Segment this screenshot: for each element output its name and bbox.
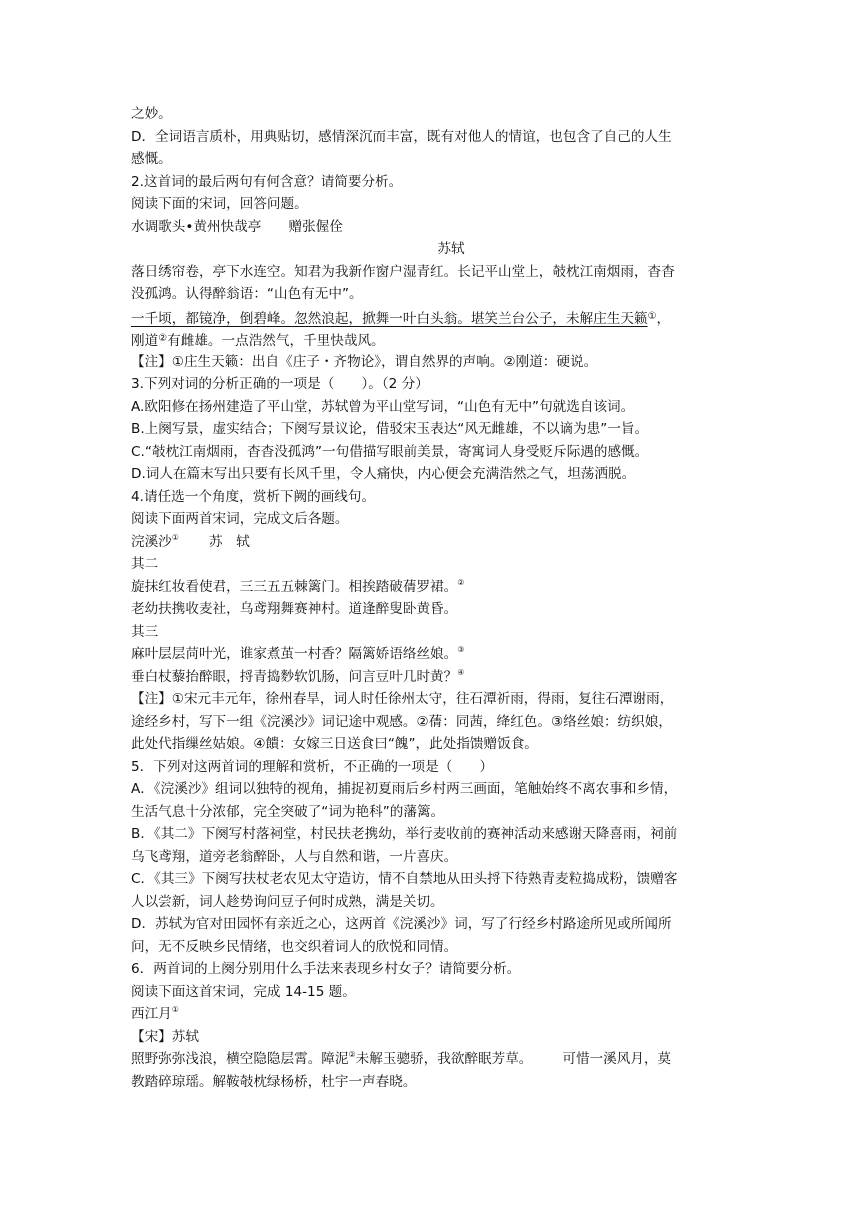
question-3: 3.下列对词的分析正确的一项是（ ）。（2 分） xyxy=(131,376,429,392)
poem-title-text: 浣溪沙 xyxy=(131,533,172,550)
poem-text: 可惜一溪风月，莫 xyxy=(562,1051,672,1067)
footnote-mark: ① xyxy=(647,310,657,322)
text-line: 生活气息十分浓郁，完全突破了“词为艳科”的藩篱。 xyxy=(131,803,445,820)
footnote-mark: ② xyxy=(158,333,168,344)
poem-title xyxy=(131,531,731,554)
text-line: 感慨。 xyxy=(131,151,172,167)
footnote-mark: ③ xyxy=(457,645,465,654)
poem-title: 水调歌头•黄州快哉亭 赠张偓佺 xyxy=(131,218,343,235)
poem-text: 刚道 xyxy=(131,333,159,349)
poem-author: 【宋】苏轼 xyxy=(131,1028,199,1045)
poem-text: 未解玉骢骄，我欲醉眠芳草。 xyxy=(355,1051,533,1067)
poem-line xyxy=(131,1048,731,1071)
underlined-verse: 一千顷，都镜净，倒碧峰。忽然浪起，掀舞一叶白头翁。 xyxy=(131,310,471,327)
instruction: 阅读下面两首宋词，完成文后各题。 xyxy=(131,511,349,527)
poem-subtitle: 其二 xyxy=(131,556,159,572)
poem-line: 教踏碎琼瑶。解鞍攲枕绿杨桥，杜宇一声春晓。 xyxy=(131,1073,417,1090)
annotation: 此处代指缫丝姑娘。④饋：女嫁三日送食曰“餽”，此处指馈赠饭食。 xyxy=(131,736,538,752)
question-2: 2.这首词的最后两句有何含意？请简要分析。 xyxy=(131,173,403,190)
instruction: 阅读下面这首宋词，完成 14-15 题。 xyxy=(131,983,356,1000)
poem-author: 苏 轼 xyxy=(208,533,250,550)
poem-text: 堪笑兰台公子，未解庄生天籁 xyxy=(470,310,648,327)
poem-text: 麻叶层层苘叶光，谁家煮茧一村香？隔篱娇语络丝娘。 xyxy=(131,646,458,662)
footnote-mark: ④ xyxy=(457,667,465,677)
poem-title xyxy=(131,1003,731,1026)
poem-text: 旋抹红妆看使君，三三五五棘篱门。相挨踏破蒨罗裙。 xyxy=(131,578,458,595)
footnote-mark: ① xyxy=(171,532,179,542)
option-c: C．《其三》下阕写扶杖老农见太守造访，情不自禁地从田头捋下待熟青麦粒捣成粉，馈赠客 xyxy=(131,871,678,887)
text-line: 人以尝新，词人趁势询问豆子何时成熟，满是关切。 xyxy=(131,893,444,910)
poem-line xyxy=(131,306,731,329)
option-a: A.欧阳修在扬州建造了平山堂，苏轼曾为平山堂写词，“山色有无中”句就选自该词。 xyxy=(131,398,635,415)
poem-line xyxy=(131,328,731,351)
text-line: 乌飞鸢翔，道旁老翁醉卧，人与自然和谐，一片喜庆。 xyxy=(131,848,458,865)
poem-text: 照野弥弥浅浪，横空隐隐层霄。障泥 xyxy=(131,1051,349,1067)
footnote-mark: ② xyxy=(457,577,465,587)
annotation: 【注】①宋元丰元年，徐州春旱，词人时任徐州太守，往石潭祈雨，得雨，复往石潭谢雨， xyxy=(131,691,674,707)
poem-author: 苏轼 xyxy=(437,241,465,257)
annotation: 【注】①庄生天籁：出自《庄子・齐物论》，谓自然界的声响。②刚道：硬说。 xyxy=(131,353,598,370)
option-c: C.“攲枕江南烟雨，杳杳没孤鸿”一句借描写眼前美景，寄寓词人身受贬斥际遇的感慨。 xyxy=(131,443,649,460)
poem-text: ， xyxy=(656,310,671,327)
option-b: B.上阕写景，虚实结合；下阕写景议论，借驳宋玉表达“风无雌雄，不以谪为患”一旨。 xyxy=(131,421,649,437)
poem-line: 没孤鸿。认得醉翁语：“山色有无中”。 xyxy=(131,286,363,302)
poem-line xyxy=(131,643,731,666)
poem-line xyxy=(131,576,731,599)
option-a: A．《浣溪沙》组词以独特的视角，捕捉初夏雨后乡村两三画面，笔触始终不离农事和乡情， xyxy=(131,781,678,797)
option-b: B．《其二》下阕写村落祠堂，村民扶老携幼，举行麦收前的赛神活动来感谢天降喜雨，祠前 xyxy=(131,826,678,842)
footnote-mark: ② xyxy=(348,1050,356,1059)
poem-line: 落日绣帘卷，亭下水连空。知君为我新作窗户湿青红。长记平山堂上，攲枕江南烟雨，杳杳 xyxy=(131,263,675,280)
question-5: 5．下列对这两首词的理解和赏析，不正确的一项是（ ） xyxy=(131,758,494,775)
document-body xyxy=(131,103,731,1093)
poem-text: 垂白杖藜抬醉眼，捋青捣麨软饥肠，问言豆叶几时黄？ xyxy=(131,668,458,685)
poem-subtitle: 其三 xyxy=(131,623,159,640)
question-4: 4.请任选一个角度，赏析下阙的画线句。 xyxy=(131,488,376,505)
option-d: D．全词语言质朴，用典贴切，感情深沉而丰富，既有对他人的情谊，也包含了自己的人生 xyxy=(131,128,672,145)
text-line: 之妙。 xyxy=(131,106,172,122)
text-line: 问，无不反映乡民情绪，也交织着词人的欣悦和同情。 xyxy=(131,938,458,955)
option-d: D.词人在篇末写出只要有长风千里，令人痛快，内心便会充满浩然之气，坦荡洒脱。 xyxy=(131,466,636,482)
poem-line xyxy=(131,666,731,689)
poem-text: 有雌雄。一点浩然气，千里快哉风。 xyxy=(167,333,385,349)
poem-line: 老幼扶携收麦社，乌鸢翔舞赛神村。道逢醉叟卧黄昏。 xyxy=(131,601,458,617)
poem-title-text: 西江月 xyxy=(131,1006,172,1022)
option-d: D．苏轼为官对田园怀有亲近之心，这两首《浣溪沙》词，写了行经乡村路途所见或所闻所 xyxy=(131,916,672,932)
annotation: 途经乡村，写下一组《浣溪沙》词记途中观感。②蒨：同茜，绛红色。③络丝娘：纺织娘， xyxy=(131,713,672,730)
footnote-mark: ① xyxy=(171,1005,179,1014)
instruction: 阅读下面的宋词，回答问题。 xyxy=(131,196,308,212)
question-6: 6．两首词的上阕分别用什么手法来表现乡村女子？请简要分析。 xyxy=(131,961,521,977)
